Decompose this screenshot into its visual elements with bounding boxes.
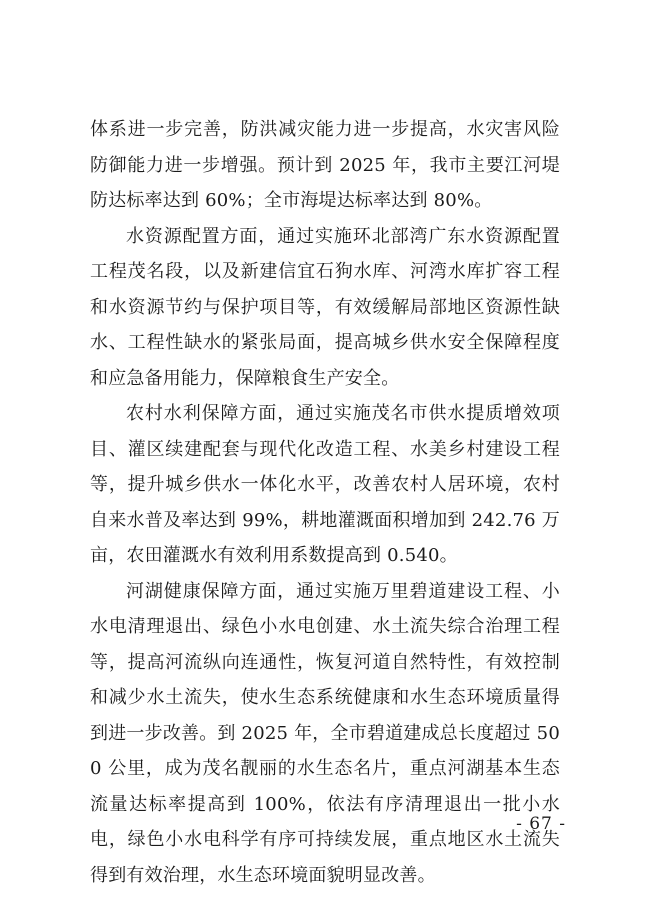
paragraph-water-resource-allocation: 水资源配置方面，通过实施环北部湾广东水资源配置工程茂名段，以及新建信宜石狗水库、河湾水库扩容工程和水资源节约与保护项目等，有效缓解局部地区资源性缺水、工程性缺水的紧张局面，提高城乡供水安全保障程度和应急备用能力，保障粮食生产安全。 — [90, 225, 560, 389]
document-body — [90, 112, 560, 893]
paragraph-flood-control: 体系进一步完善，防洪减灾能力进一步提高，水灾害风险防御能力进一步增强。预计到 2025 年，我市主要江河堤防达标率达到 60%；全市海堤达标率达到 80%。 — [90, 119, 560, 211]
paragraph-rural-water-conservancy: 农村水利保障方面，通过实施茂名市供水提质增效项目、灌区续建配套与现代化改造工程、水美乡村建设工程等，提升城乡供水一体化水平，改善农村人居环境，农村自来水普及率达到 99%，耕地灌溉面积增加到 242.76 万亩，农田灌溉水有效利用系数提高到 0.540。 — [90, 403, 560, 566]
page-number: - 67 - — [516, 814, 566, 834]
paragraph-river-lake-health: 河湖健康保障方面，通过实施万里碧道建设工程、小水电清理退出、绿色小水电创建、水土流失综合治理工程等，提高河流纵向连通性，恢复河道自然特性，有效控制和减少水土流失，使水生态系统健康和水生态环境质量得到进一步改善。到 2025 年，全市碧道建成总长度超过 500 公里，成为茂名靓丽的水生态名片，重点河湖基本生态流量达标率提高到 100%，依法有序清理退出一批小水电，绿色小水电科学有序可持续发展，重点地区水土流失得到有效治理，水生态环境面貌明显改善。 — [90, 580, 560, 886]
